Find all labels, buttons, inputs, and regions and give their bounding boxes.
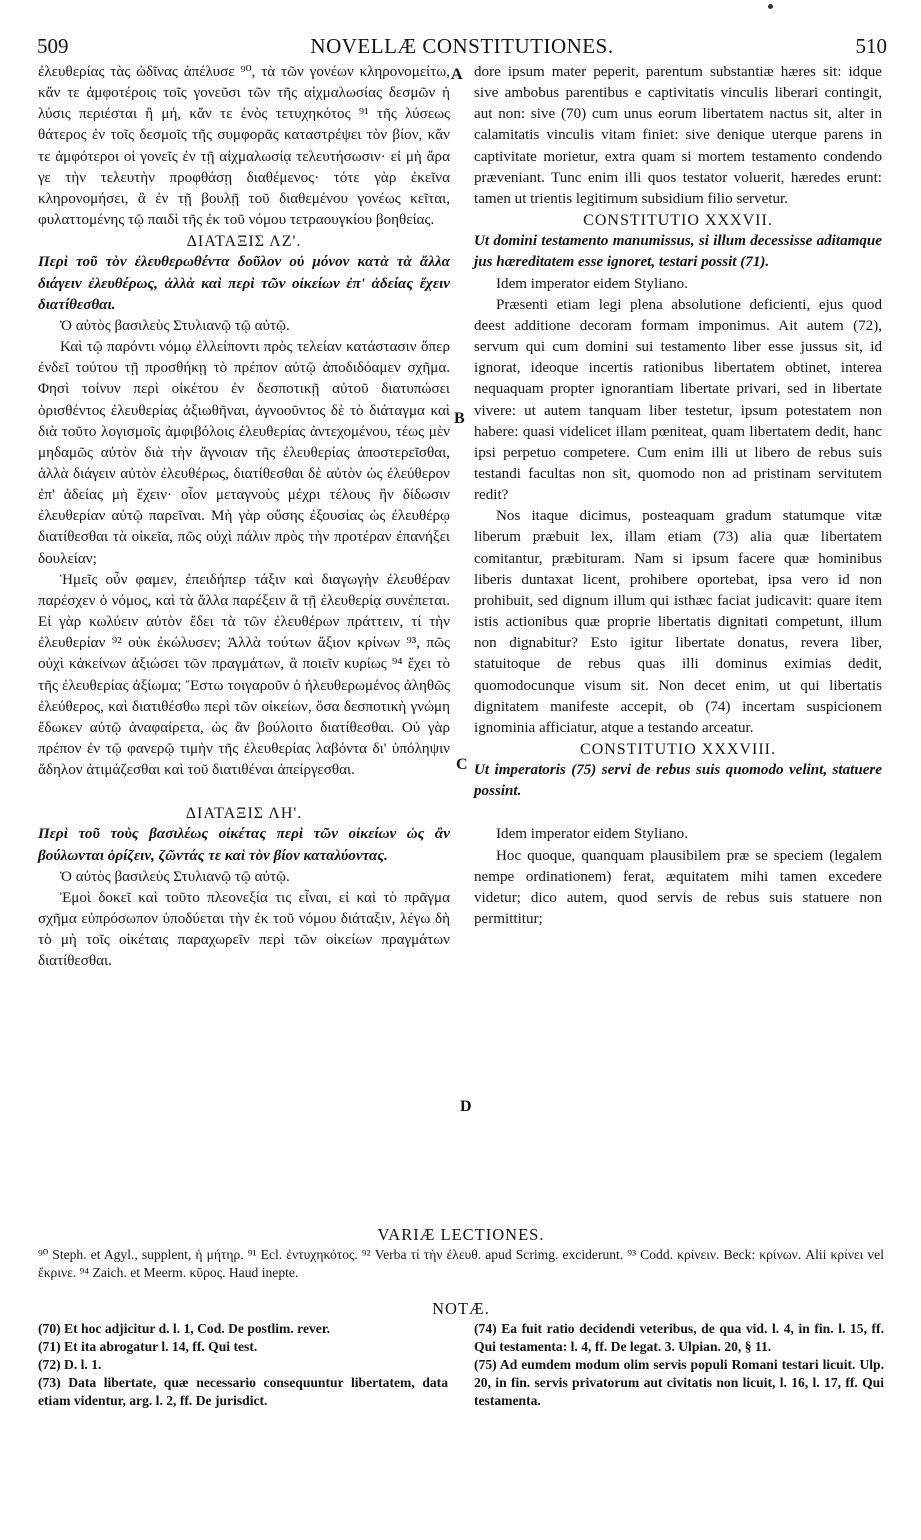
notae-left-column	[38, 1320, 448, 1410]
variae-lectiones	[38, 1226, 884, 1282]
latin-rubric: Ut domini testamento manumissus, si illum decessisse aditamque jus hæreditatem esse ignoret, testari possit (71).	[474, 233, 882, 271]
greek-address: Ὁ αὐτὸς βασιλεὺς Στυλιανῷ τῷ αὐτῷ.	[60, 868, 290, 885]
note-item: (74) Ea fuit ratio decidendi veteribus, de qua vid. l. 4, in fin. l. 15, ff. Qui testamenta: l. 4, ff. De legat. 3. Ulpian. 20, § 11.	[474, 1321, 884, 1354]
margin-letter-a: A	[451, 66, 463, 83]
latin-constitution-title: CONSTITUTIO XXXVII.	[583, 212, 773, 230]
greek-constitution-title: ΔΙΑΤΑΞΙΣ ΛΖ'.	[186, 233, 302, 251]
note-item: (75) Ad eumdem modum olim servis populi Romani testari licuit. Ulp. 20, in fin. servis privatorum aut civitatis non licuit, l. 16, l. 17, ff. Qui testamenta.	[474, 1357, 884, 1408]
latin-rubric: Ut imperatoris (75) servi de rebus suis quomodo velint, statuere possint.	[474, 762, 882, 800]
running-title: NOVELLÆ CONSTITUTIONES.	[310, 34, 614, 58]
latin-address: Idem imperator eidem Styliano.	[496, 275, 688, 292]
greek-address: Ὁ αὐτὸς βασιλεὺς Στυλιανῷ τῷ αὐτῷ.	[60, 317, 290, 334]
latin-paragraph: Hoc quoque, quanquam plausibilem præ se speciem (legalem nempe ordinationem) ferat, æquitatem mihi tamen excedere videtur; dico autem, quod servis de rebus suis statuere non permittitur;	[474, 847, 882, 928]
greek-column	[38, 62, 450, 973]
note-item: (72) D. l. 1.	[38, 1357, 102, 1372]
latin-paragraph: Nos itaque dicimus, posteaquam gradum statumque vitæ liberum præbuit lex, illam etiam (73) alia quæ libertatem comitantur, præbituram. Nam si ipsum facere quæ hominibus liberis duntaxat licent, prohibere oportebat, ipsa vero id non prohibuit, sed dignum illum qui isthæc faciat judicavit: quare item istis actionibus quæ proprie libertatis dignitati competunt, illum non dignabitur? Esto igitur libertate donatus, revera liber, statuitoque de rebus quas illi dominus eximias dedit, quomodocunque visum sit. Non decet enim, ut qui libertatis dignitatem manifeste accepit, ob (74) incertam suspicionem ignominia afficiatur, atque a testando arceatur.	[474, 508, 882, 736]
notae-title: NOTÆ.	[432, 1299, 490, 1318]
page-number-right: 510	[855, 34, 887, 58]
latin-paragraph: Præsenti etiam legi plena absolutione deficienti, ejus quod deest additione decoram formam imponimus. Ait autem (72), servum qui cum domini sui testamento liber esse jussus sit, id ignorat, ideoque incertis rationibus libertatem obtinet, interea nequaquam propter ignorantiam libertate privari, sed in libertate vivere: ut autem tanquam liber testetur, ipsum potestatem non habere: quasi videlicet illam pœniteat, quam libertatem dedit, hanc ipsi perpetuo competere. Cum enim illi ut libero de rebus suis testandi facultas non sit, quomodo non ad pristinam servitutem redit?	[474, 296, 882, 504]
note-item: (73) Data libertate, quæ necessario consequuntur libertatem, data etiam videntur, arg. l. 2, ff. De jurisdict.	[38, 1375, 448, 1408]
greek-rubric: Περὶ τοῦ τὸν ἐλευθερωθέντα δοῦλον οὐ μόνον κατὰ τὰ ἄλλα διάγειν ἐλευθέρως, ἀλλὰ καὶ περὶ τῶν οἰκείων ἐπ' ἀδείας ἔχειν διατίθεσθαι.	[38, 254, 450, 313]
page-header	[37, 34, 887, 60]
latin-paragraph: dore ipsum mater peperit, parentum substantiæ hæres sit: idque sive ambobus parentibus e captivitatis vinculis liberari contingit, aut non: sive (70) cum unus eorum libertatem nactus sit, alter in calamitatis vinculis vitam finiet: sive denique uterque parens in captivitate morietur, extra quam si mortem testamento condendo præveniant. Tunc enim illi quos testator voluerit, hæredes erunt: tamen ut trientis legitimum subsidium filio servetur.	[474, 64, 882, 207]
greek-rubric: Περὶ τοῦ τοὺς βασιλέως οἰκέτας περὶ τῶν οἰκείων ὡς ἂν βούλωνται ὁρίζειν, ζῶντάς τε καὶ τὸν βίον καταλύοντας.	[38, 826, 450, 864]
greek-constitution-title: ΔΙΑΤΑΞΙΣ ΛΗ'.	[185, 805, 303, 823]
latin-address: Idem imperator eidem Styliano.	[496, 826, 688, 843]
variae-title: VARIÆ LECTIONES.	[377, 1225, 545, 1244]
latin-constitution-title: CONSTITUTIO XXXVIII.	[580, 741, 776, 758]
page-number-left: 509	[37, 34, 69, 58]
greek-paragraph: Ἡμεῖς οὖν φαμεν, ἐπειδήπερ τάξιν καὶ διαγωγὴν ἐλευθέραν παρέσχεν ὁ νόμος, καὶ τὰ ἄλλα παρέξειν ἃ τῇ ἐλευθερίᾳ συνέπεται. Εἰ γὰρ κωλύειν αὐτὸν ἔδει τὰ τῶν ἐλευθέρων πράττειν, τί τὴν ἐλευθερίαν ⁹² οὐκ ἐκώλυσεν; Ἀλλὰ τούτων ἄξιον κρίνων ⁹³, πῶς οὐχὶ κἀκείνων ἀξιώσει τῶν πραγμάτων, ἃ ποιεῖν κυρίως ⁹⁴ ἔχει τὸ τῆς ἐλευθερίας ἀξίωμα; Ἔστω τοιγαροῦν ὁ ἠλευθερωμένος ἀληθῶς ἐλεύθερος, καὶ διατιθέσθω περὶ τῶν οἰκείων, ὅσα δεσποτικὴ γνώμη ἔδωκεν αὐτῷ ἀναφαίρετα, ὡς ἂν βούλοιτο διατίθεσθαι. Οὐ γὰρ πρέπον ἐν τῷ φανερῷ τιμὴν τῆς ἐλευθερίας λαβόντα δι' ὑπόληψιν ἄδηλον ἀτιμάζεσθαι καὶ τοῦ διατιθέναι ἀπείργεσθαι.	[38, 571, 450, 779]
greek-paragraph: ἐλευθερίας τὰς ὠδῖνας ἀπέλυσε ⁹⁰, τὰ τῶν γονέων κληρονομείτω, κἄν τε ἀμφοτέροις τοῖς γονεῦσι τῶν τῆς αἰχμαλωσίας δεσμῶν ἡ λύσις περιέσται ἢ μή, κἄν τε ἑνὸς τετυχηκότος ⁹¹ τῆς λύσεως θάτερος ἐν τοῖς δεσμοῖς τῆς συμφορᾶς καταστρέψει τὸν βίον, κἄν τε ἀμφότεροι οἱ γονεῖς ἐν τῇ αἰχμαλωσίᾳ τελευτήσωσιν· εἰ μὴ ἄρα γε τὴν τελευτὴν προφθάσῃ διαθέμενος· τότε γὰρ ἐκεῖνα κληρονομήσει, ἃ ἐν τῇ βουλῇ τοῦ διαθεμένου γονέως κεῖται, φυλαττομένης τῷ παιδὶ τῆς ἐκ τοῦ νόμου τετραουγκίου βοηθείας.	[38, 64, 450, 229]
greek-paragraph: Ἐμοὶ δοκεῖ καὶ τοῦτο πλεονεξία τις εἶναι, εἰ καὶ τὸ πρᾶγμα σχῆμα εὐπρόσωπον ὑποδύεται τὴν ἐκ τοῦ νόμου διάταξιν, λέγω δὴ τὸ μὴ τοῖς οἰκέταις παραχωρεῖν περὶ τῶν οἰκείων πραγμάτων διατίθεσθαι.	[38, 889, 450, 970]
greek-paragraph: Καὶ τῷ παρόντι νόμῳ ἐλλείποντι πρὸς τελείαν κατάστασιν ὅπερ ἐνδεῖ τούτου τῇ προσθήκῃ τὸ πρέπον αὐτῷ ἀποδιδόαμεν σχῆμα. Φησὶ τοίνυν περὶ οἰκέτου ἐν δεσποτικῇ αὐτοῦ διατυπώσει ὁρισθέντος ἐλευθερίας ἀξιωθῆναι, ἀγνοοῦντος δὲ τὸ διάταγμα καὶ διὰ τοῦτο λογισμοῖς ἀμφιβόλοις ἐλευθερίας ἀντεχομένου, τέως μὲν μηδαμῶς αὐτὸν διὰ τὴν ἄγνοιαν τῆς ἐλευθερίας ἀποστερεῖσθαι, ἀλλὰ διάγειν αὐτὸν ἐλευθέρως, διατίθεσθαι δὲ αὐτὸν ὡς ἐλεύθερον ἐπ' ἀδείας μὴ ἔχειν· οἷον μεταγνοὺς μέχρι τέλους ἣν δίδωσιν ἐλευθερίαν αὐτῷ παρεῖναι. Μὴ γὰρ οὔσης ἐξουσίας ὡς ἐλευθέρῳ διατίθεσθαι τὰ οἰκεῖα, πῶς οὐχὶ πάλιν πρὸς τὴν προτέραν ἐπανήξει δουλείαν;	[38, 339, 450, 567]
margin-letter-b: B	[454, 410, 465, 427]
note-item: (70) Et hoc adjicitur d. l. 1, Cod. De postlim. rever.	[38, 1321, 330, 1336]
latin-column	[474, 62, 882, 930]
ink-speck	[768, 4, 773, 9]
variae-text: ⁹⁰ Steph. et Agyl., supplent, ἡ μήτηρ. ⁹¹ Ecl. ἐντυχηκότος. ⁹² Verba τί τὴν ἐλευθ. apud Scrimg. exciderunt. ⁹³ Codd. κρίνειν. Beck: κρίνων. Alii κρίνει vel ἔκρινε. ⁹⁴ Zaich. et Meerm. κῦρος. Haud inepte.	[38, 1247, 884, 1280]
notae-section	[38, 1300, 884, 1410]
notae-right-column	[474, 1320, 884, 1410]
margin-letter-d: D	[460, 1098, 472, 1115]
note-item: (71) Et ita abrogatur l. 14, ff. Qui test.	[38, 1339, 258, 1354]
margin-letter-c: C	[456, 756, 468, 773]
